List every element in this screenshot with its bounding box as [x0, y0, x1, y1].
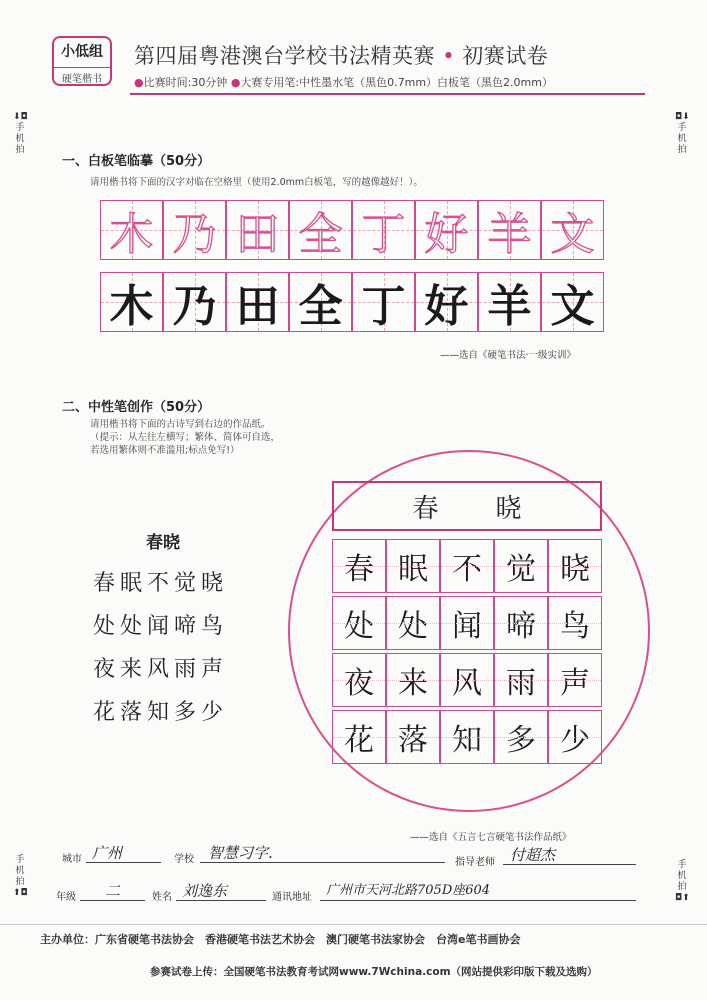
section2-instruction: 请用楷书将下面的古诗写到右边的作品纸。 （提示：从左往左横写；繁体、简体可自选， 若选用繁体则不准滥用;标点免写!）	[90, 419, 281, 456]
address-label: 通讯地址	[272, 892, 312, 903]
exam-pen: 大赛专用笔:中性墨水笔（黑色0.7mm）白板笔（黑色2.0mm）	[240, 76, 553, 89]
work-cell[interactable]: 处	[386, 596, 440, 650]
work-cell[interactable]: 晓	[548, 539, 602, 593]
work-row	[332, 653, 602, 707]
outline-cell[interactable]: 乃	[163, 200, 226, 260]
exam-time: 比赛时间:30分钟	[143, 76, 228, 89]
name-label: 姓名	[152, 892, 172, 903]
grade-field[interactable]: 二	[105, 882, 121, 900]
page-title: 第四届粤港澳台学校书法精英赛 • 初赛试卷	[134, 44, 549, 68]
organizers: 主办单位：广东省硬笔书法协会 香港硬笔书法艺术协会 澳门硬笔书法家协会 台湾e笔书画协会	[40, 933, 521, 946]
school-label: 学校	[174, 854, 194, 865]
model-cell: 好	[415, 272, 478, 332]
work-cell[interactable]: 来	[386, 653, 440, 707]
grade-underline	[80, 900, 145, 901]
poem-line: 处处闻啼鸟	[93, 614, 229, 639]
work-cell[interactable]: 少	[548, 710, 602, 764]
camera-icon: ◘⬆	[675, 893, 690, 903]
work-title-box[interactable]: 春 晓	[332, 481, 602, 531]
work-cell[interactable]: 花	[332, 710, 386, 764]
outline-cell[interactable]: 田	[226, 200, 289, 260]
work-cell[interactable]: 知	[440, 710, 494, 764]
work-cell[interactable]: 处	[332, 596, 386, 650]
section2-heading: 二、中性笔创作（50分）	[62, 400, 211, 415]
poem-line: 夜来风雨声	[93, 657, 229, 682]
work-cell[interactable]: 不	[440, 539, 494, 593]
work-row	[332, 539, 602, 593]
work-cell[interactable]: 觉	[494, 539, 548, 593]
work-row	[332, 596, 602, 650]
grade-label: 年级	[56, 892, 76, 903]
section2-source: ——选自《五言七言硬笔书法作品纸》	[410, 832, 572, 843]
group-name: 小低组	[61, 44, 103, 60]
model-cell: 丁	[352, 272, 415, 332]
teacher-label: 指导老师	[455, 857, 495, 868]
poem-title: 春晓	[146, 533, 180, 553]
work-cell[interactable]: 闻	[440, 596, 494, 650]
section1-source: ——选自《硬笔书法·一级实训》	[440, 350, 577, 361]
work-cell[interactable]: 眠	[386, 539, 440, 593]
group-badge	[52, 36, 112, 86]
school-field[interactable]: 智慧习字.	[208, 844, 273, 862]
work-cell[interactable]: 春	[332, 539, 386, 593]
work-cell[interactable]: 鸟	[548, 596, 602, 650]
work-cell[interactable]: 落	[386, 710, 440, 764]
model-cell: 文	[541, 272, 604, 332]
outline-cell[interactable]: 文	[541, 200, 604, 260]
poem-line: 花落知多少	[93, 700, 229, 725]
outline-cell[interactable]: 木	[100, 200, 163, 260]
outline-cell[interactable]: 好	[415, 200, 478, 260]
work-row	[332, 710, 602, 764]
upload-info: 参赛试卷上传：全国硬笔书法教育考试网www.7Wchina.com（网站提供彩印版下载及选购）	[150, 966, 598, 978]
outline-cell[interactable]: 全	[289, 200, 352, 260]
footer-divider	[0, 924, 707, 925]
name-field[interactable]: 刘逸东	[182, 882, 228, 900]
exam-info: ●比赛时间:30分钟 ●大赛专用笔:中性墨水笔（黑色0.7mm）白板笔（黑色2.0mm）	[134, 76, 553, 89]
model-cell: 全	[289, 272, 352, 332]
work-cell[interactable]: 多	[494, 710, 548, 764]
city-underline	[86, 862, 161, 863]
section1-instruction: 请用楷书将下面的汉字对临在空格里（使用2.0mm白板笔，写的越像越好！）。	[90, 177, 423, 188]
address-underline	[320, 900, 636, 901]
model-grid	[100, 272, 604, 332]
side-mark-bottom-left: 手机拍 ⬆◘	[13, 855, 28, 898]
teacher-underline	[503, 864, 636, 865]
work-cell[interactable]: 雨	[494, 653, 548, 707]
model-cell: 木	[100, 272, 163, 332]
school-underline	[200, 862, 445, 863]
group-script: 硬笔楷书	[54, 67, 110, 85]
poem-line: 春眠不觉晓	[93, 571, 229, 596]
camera-icon: ⬆◘	[13, 888, 28, 898]
work-cell[interactable]: 夜	[332, 653, 386, 707]
model-cell: 乃	[163, 272, 226, 332]
model-cell: 田	[226, 272, 289, 332]
address-field[interactable]: 广州市天河北路705D座604	[326, 883, 491, 898]
work-cell[interactable]: 声	[548, 653, 602, 707]
camera-icon: ⬇◘	[13, 112, 28, 122]
camera-icon: ◘⬇	[675, 112, 690, 122]
work-cell[interactable]: 啼	[494, 596, 548, 650]
outline-grid	[100, 200, 604, 260]
work-cell[interactable]: 风	[440, 653, 494, 707]
side-mark-top-right: ◘⬇ 手机拍	[675, 112, 690, 155]
city-label: 城市	[62, 854, 82, 865]
name-underline	[176, 900, 266, 901]
outline-cell[interactable]: 羊	[478, 200, 541, 260]
teacher-field[interactable]: 付超杰	[510, 846, 556, 864]
model-cell: 羊	[478, 272, 541, 332]
header-divider	[130, 93, 645, 95]
work-grid	[332, 539, 602, 767]
section1-heading: 一、白板笔临摹（50分）	[62, 154, 211, 169]
side-mark-top-left: ⬇◘ 手机拍	[13, 112, 28, 155]
side-mark-bottom-right: 手机拍 ◘⬆	[675, 860, 690, 903]
city-field[interactable]: 广州	[92, 844, 123, 862]
outline-cell[interactable]: 丁	[352, 200, 415, 260]
